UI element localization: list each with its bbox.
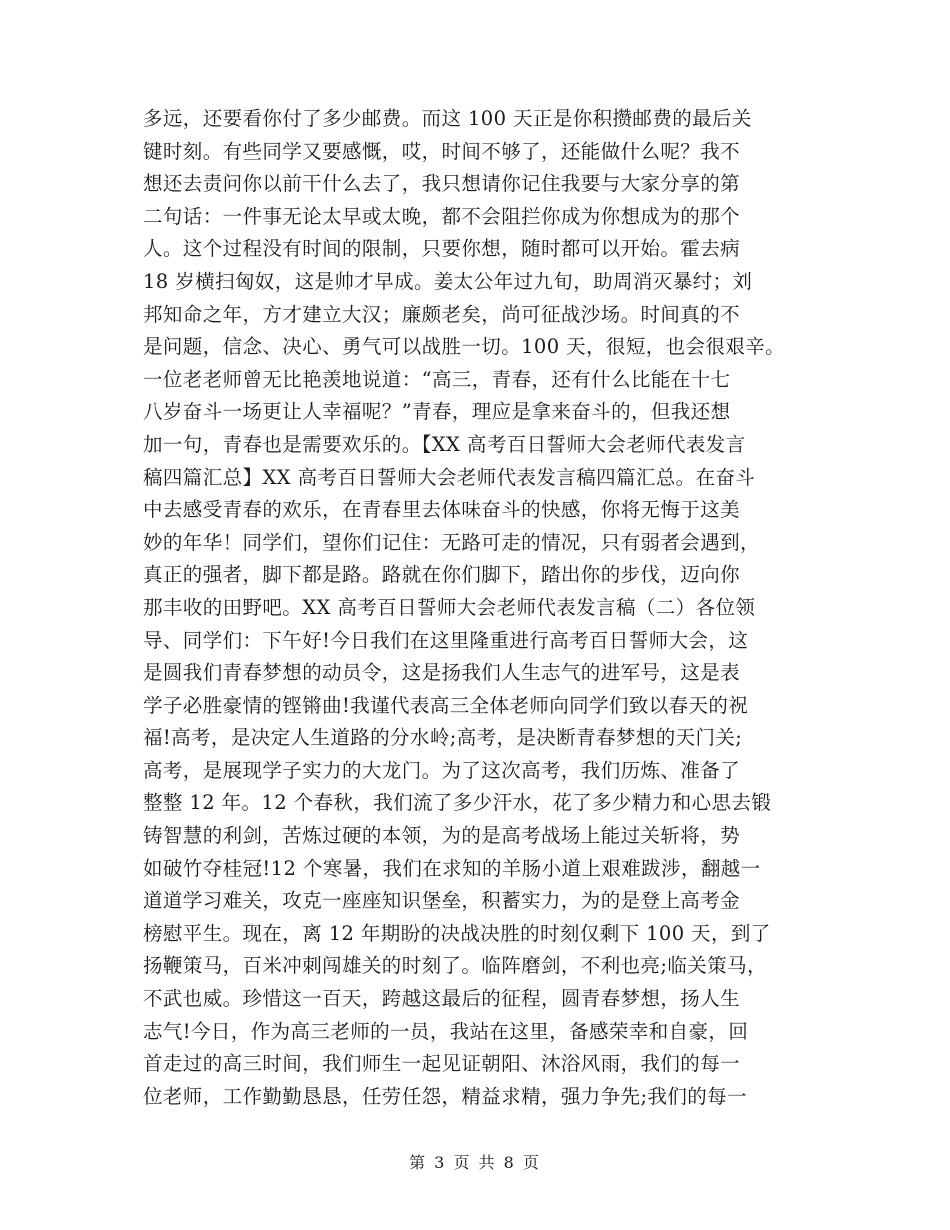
text-line: 是圆我们青春梦想的动员令，这是扬我们人生志气的进军号，这是表 [143, 661, 741, 685]
page-number-footer: 第 3 页 共 8 页 [409, 1153, 541, 1172]
text-line: 不武也威。珍惜这一百天，跨越这最后的征程，圆青春梦想，扬人生 [143, 987, 741, 1011]
text-line: 真正的强者，脚下都是路。路就在你们脚下，踏出你的步伐，迈向你 [143, 563, 741, 587]
text-line: 道道学习难关，攻克一座座知识堡垒，积蓄实力，为的是登上高考金 [143, 889, 741, 913]
text-line: 位老师，工作勤勤恳恳，任劳任怨，精益求精，强力争先;我们的每一 [143, 1084, 747, 1108]
body-text [143, 103, 813, 1113]
text-line: 首走过的高三时间，我们师生一起见证朝阳、沐浴风雨，我们的每一 [143, 1052, 741, 1076]
text-line: 铸智慧的利剑，苦炼过硬的本领，为的是高考战场上能过关斩将，势 [143, 824, 741, 848]
text-line: 福!高考，是决定人生道路的分水岭;高考，是决断青春梦想的天门关; [143, 726, 743, 750]
text-line: 一位老老师曾无比艳羡地说道：“高三，青春，还有什么比能在十七 [143, 367, 731, 391]
text-line: 二句话：一件事无论太早或太晚，都不会阻拦你成为你想成为的那个 [143, 204, 741, 228]
text-line: 高考，是展现学子实力的大龙门。为了这次高考，我们历炼、准备了 [143, 758, 741, 782]
text-line: 如破竹夺桂冠!12 个寒暑，我们在求知的羊肠小道上艰难跋涉，翻越一 [143, 856, 761, 880]
text-line: 是问题，信念、决心、勇气可以战胜一切。100 天，很短，也会很艰辛。 [143, 335, 786, 359]
text-line: 志气!今日，作为高三老师的一员，我站在这里，备感荣幸和自豪，回 [143, 1019, 749, 1043]
text-line: 整整 12 年。12 个春秋，我们流了多少汗水，花了多少精力和心思去锻 [143, 791, 772, 815]
text-line: 键时刻。有些同学又要感慨，哎，时间不够了，还能做什么呢？我不 [143, 139, 741, 163]
text-line: 那丰收的田野吧。XX 高考百日誓师大会老师代表发言稿（二）各位领 [143, 595, 756, 619]
text-line: 想还去责问你以前干什么去了，我只想请你记住我要与大家分享的第 [143, 172, 741, 196]
text-line: 稿四篇汇总】XX 高考百日誓师大会老师代表发言稿四篇汇总。在奋斗 [143, 465, 756, 489]
text-line: 中去感受青春的欢乐，在青春里去体味奋斗的快感，你将无悔于这美 [143, 498, 741, 522]
text-line: 多远，还要看你付了多少邮费。而这 100 天正是你积攒邮费的最后关 [143, 107, 752, 130]
text-line: 榜慰平生。现在，离 12 年期盼的决战决胜的时刻仅剩下 100 天，到了 [143, 921, 771, 945]
text-line: 人。这个过程没有时间的限制，只要你想，随时都可以开始。霍去病 [143, 237, 741, 261]
text-line: 学子必胜豪情的铿锵曲!我谨代表高三全体老师向同学们致以春天的祝 [143, 693, 749, 717]
text-line: 妙的年华！同学们，望你们记住：无路可走的情况，只有弱者会遇到， [143, 530, 760, 554]
text-line: 导、同学们：下午好!今日我们在这里隆重进行高考百日誓师大会，这 [143, 628, 749, 652]
text-line: 加一句，青春也是需要欢乐的。【XX 高考百日誓师大会老师代表发言 [143, 432, 746, 456]
text-line: 扬鞭策马，百米冲刺闯雄关的时刻了。临阵磨剑，不利也亮;临关策马， [143, 954, 767, 978]
text-line: 18 岁横扫匈奴，这是帅才早成。姜太公年过九旬，助周消灭暴纣；刘 [143, 269, 753, 293]
text-line: 邦知命之年，方才建立大汉；廉颇老矣，尚可征战沙场。时间真的不 [143, 302, 741, 326]
text-line: 八岁奋斗一场更让人幸福呢？”青春，理应是拿来奋斗的，但我还想 [143, 400, 731, 424]
